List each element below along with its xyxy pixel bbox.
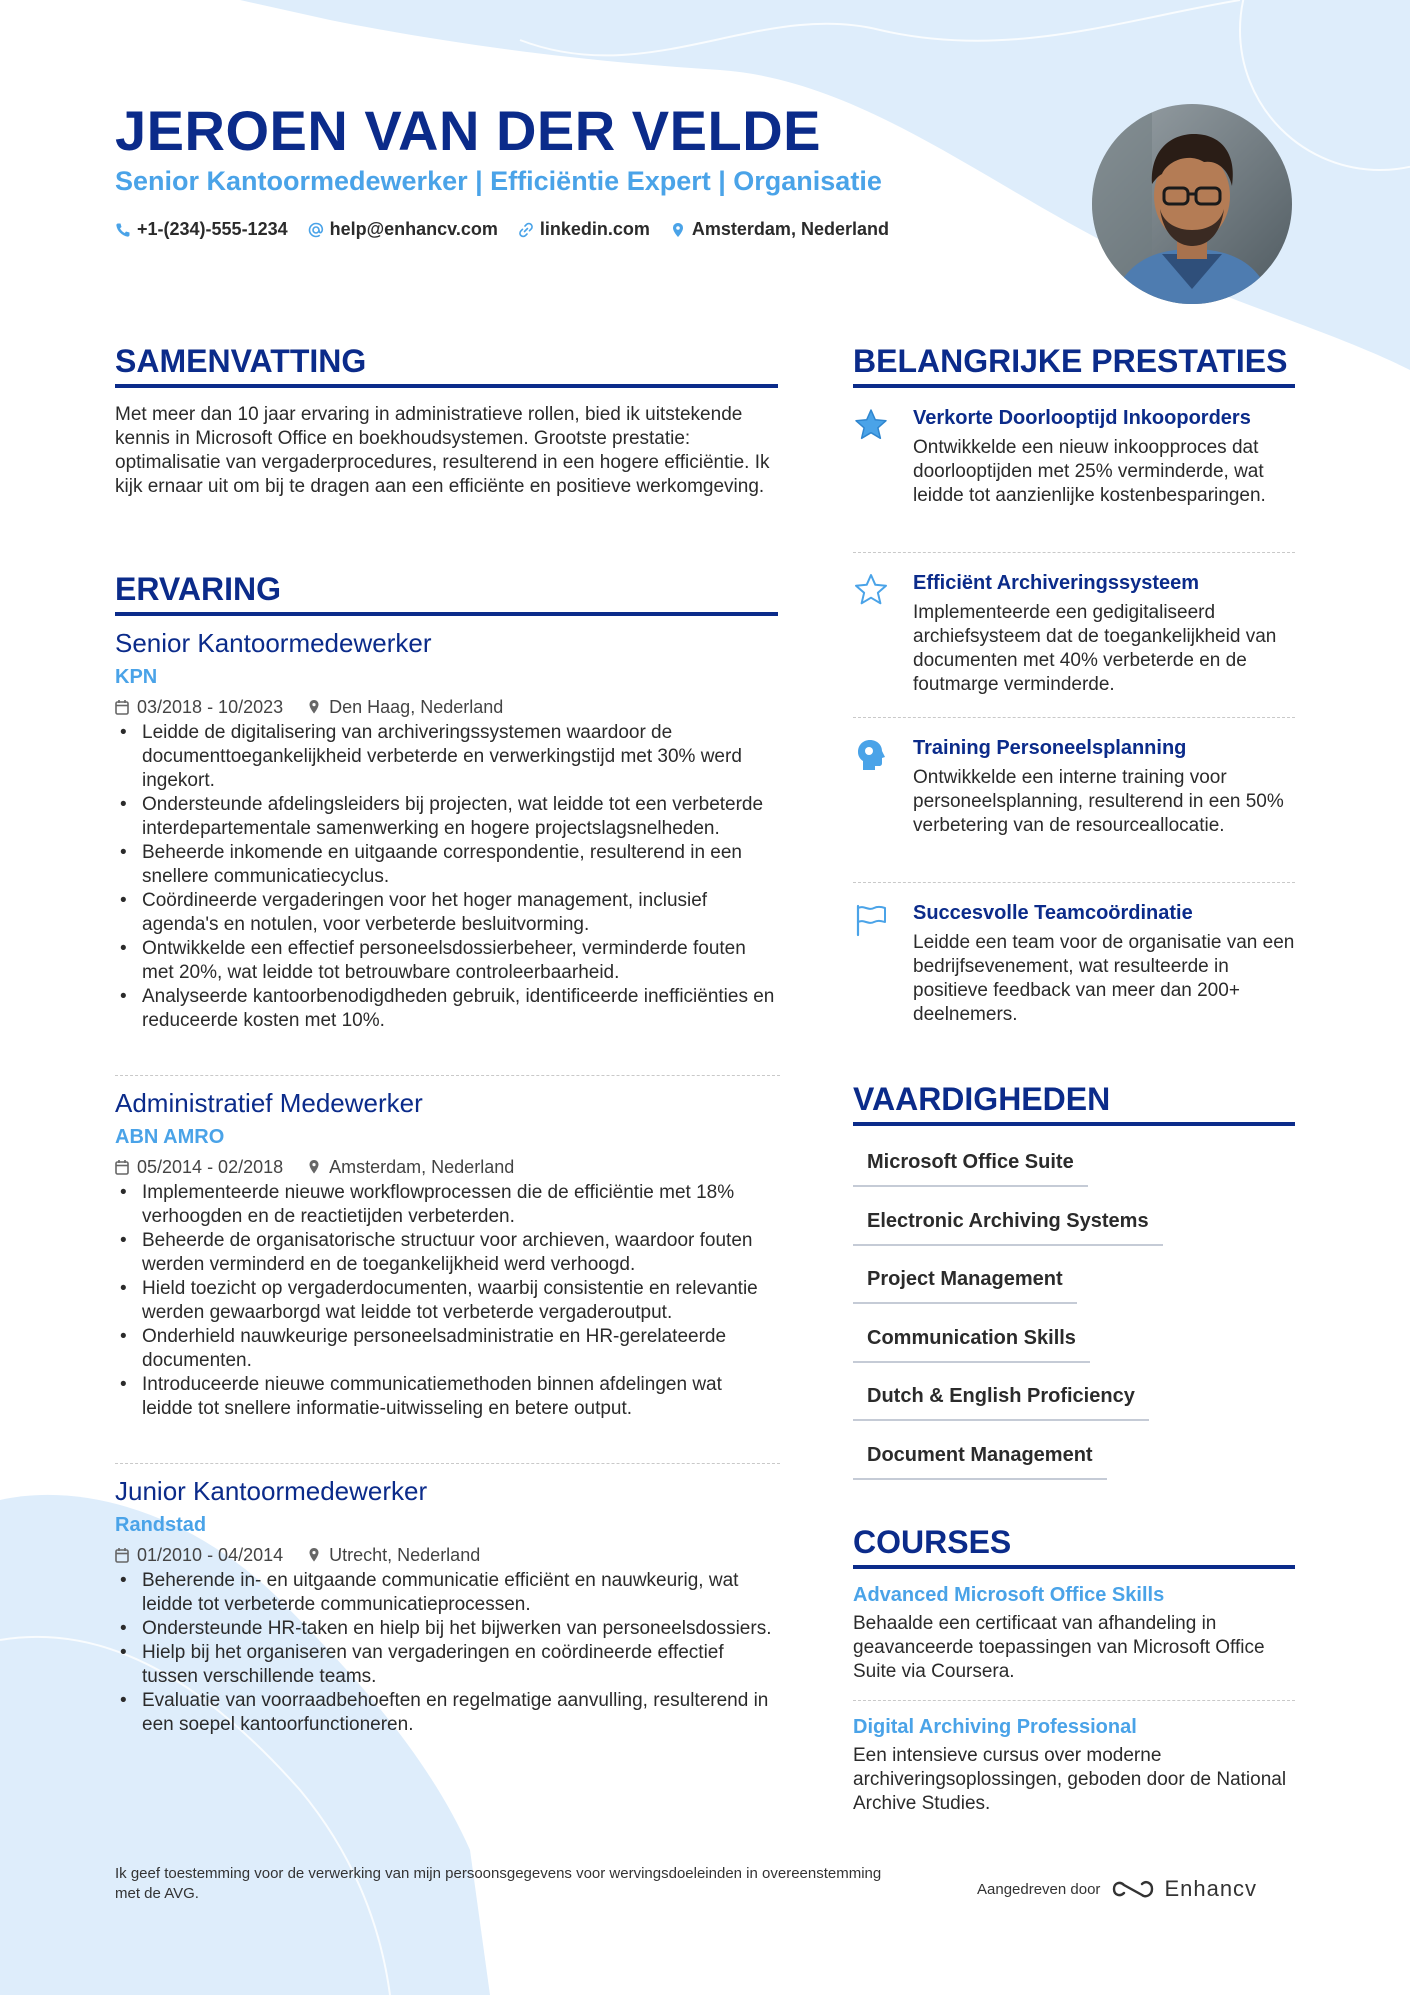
skill-tag: Communication Skills <box>853 1325 1090 1363</box>
skill-tag: Project Management <box>853 1266 1077 1304</box>
list-item: • Introduceerde nieuwe communicatiemethoden binnen afdelingen wat leidde tot snellere informatie-uitwisseling en betere output. <box>115 1373 775 1421</box>
contact-email[interactable] <box>308 219 498 240</box>
experience-item <box>115 1087 775 1421</box>
contact-bar <box>115 219 889 240</box>
candidate-name: JEROEN VAN DER VELDE <box>115 99 821 162</box>
courses-heading: COURSES <box>853 1524 1295 1569</box>
experience-location: Den Haag, Nederland <box>329 697 504 717</box>
phone-text: +1-(234)-555-1234 <box>137 219 288 239</box>
flag-icon <box>853 902 889 938</box>
at-icon <box>308 222 324 238</box>
contact-location <box>670 219 889 240</box>
achievement-item <box>853 735 1295 838</box>
experience-company: Randstad <box>115 1514 207 1536</box>
experience-meta <box>115 695 775 719</box>
achievement-desc: Implementeerde een gedigitaliseerd archiefsysteem dat de toegankelijkheid van documenten met 40% verbeterde en de foutmarge verminderde. <box>913 602 1277 695</box>
divider <box>115 1463 780 1464</box>
course-desc: Een intensieve cursus over moderne archiveringsoplossingen, geboden door de National Archive Studies. <box>853 1745 1287 1814</box>
location-pin-icon <box>307 1159 321 1175</box>
location-pin-icon <box>307 699 321 715</box>
experience-heading: ERVARING <box>115 571 778 616</box>
enhancv-brand: Enhancv <box>1164 1876 1258 1901</box>
skill-tag: Document Management <box>853 1442 1107 1480</box>
experience-bullets <box>115 1569 775 1737</box>
experience-dates: 03/2018 - 10/2023 <box>137 697 284 717</box>
calendar-icon <box>115 1159 129 1175</box>
experience-item <box>115 1475 775 1737</box>
list-item: • Onderhield nauwkeurige personeelsadministratie en HR-gerelateerde documenten. <box>115 1325 775 1373</box>
experience-dates: 01/2010 - 04/2014 <box>137 1545 284 1565</box>
experience-location: Amsterdam, Nederland <box>329 1157 515 1177</box>
location-pin-icon <box>307 1547 321 1563</box>
divider <box>115 1075 780 1076</box>
skill-tag: Electronic Archiving Systems <box>853 1208 1163 1246</box>
achievement-title: Verkorte Doorlooptijd Inkooporders <box>913 407 1251 429</box>
list-item: • Coördineerde vergaderingen voor het hoger management, inclusief agenda's en notulen, voor verbeterde besluitvorming. <box>115 889 775 937</box>
skill-tag: Microsoft Office Suite <box>853 1149 1088 1187</box>
list-item: • Beheerde de organisatorische structuur voor archieven, waardoor fouten werden verminderd en de toegankelijkheid werd verhoogd. <box>115 1229 775 1277</box>
list-item: • Ondersteunde afdelingsleiders bij projecten, wat leidde tot een verbeterde interdepartementale samenwerking en hogere projectslagsnelheden. <box>115 793 775 841</box>
experience-location: Utrecht, Nederland <box>329 1545 481 1565</box>
list-item: • Beherende in- en uitgaande communicatie efficiënt en nauwkeurig, wat leidde tot verbeterde communicatieprocessen. <box>115 1569 775 1617</box>
divider <box>853 717 1295 718</box>
skills-heading: VAARDIGHEDEN <box>853 1081 1295 1126</box>
summary-text: Met meer dan 10 jaar ervaring in administratieve rollen, bied ik uitstekende kennis in Microsoft Office en boekhoudsystemen. Grootste prestatie: optimalisatie van vergaderprocedures, resulterend in een hogere efficiëntie. Ik kijk ernaar uit om bij te dragen aan een efficiënte en positieve werkomgeving. <box>115 404 770 497</box>
experience-bullets <box>115 721 775 1033</box>
experience-dates: 05/2014 - 02/2018 <box>137 1157 284 1177</box>
contact-linkedin[interactable] <box>518 219 650 240</box>
achievement-item <box>853 900 1295 1027</box>
calendar-icon <box>115 699 129 715</box>
enhancv-logo-icon <box>1110 1877 1156 1901</box>
divider <box>853 552 1295 553</box>
phone-icon <box>115 222 131 238</box>
achievement-title: Efficiënt Archiveringssysteem <box>913 572 1200 594</box>
achievement-item <box>853 405 1295 508</box>
consent-note: Ik geef toestemming voor de verwerking van mijn persoonsgegevens voor wervingsdoeleinden in overeenstemming met de AVG. <box>115 1865 882 1902</box>
experience-company: KPN <box>115 666 158 688</box>
experience-role: Junior Kantoormedewerker <box>115 1476 428 1506</box>
list-item: • Analyseerde kantoorbenodigdheden gebruik, identificeerde inefficiënties en reduceerde kosten met 10%. <box>115 985 775 1033</box>
list-item: • Beheerde inkomende en uitgaande correspondentie, resulterend in een snellere communicatiecyclus. <box>115 841 775 889</box>
experience-role: Administratief Medewerker <box>115 1088 423 1118</box>
divider <box>853 1700 1295 1701</box>
achievement-desc: Ontwikkelde een nieuw inkoopproces dat doorlooptijden met 25% verminderde, wat leidde tot aanzienlijke kostenbesparingen. <box>913 437 1266 506</box>
star-outline-icon <box>853 572 889 608</box>
experience-item <box>115 627 775 1033</box>
achievement-title: Training Personeelsplanning <box>913 737 1187 759</box>
list-item: • Ontwikkelde een effectief personeelsdossierbeheer, verminderde fouten met 20%, wat leidde tot betrouwbare controleerbaarheid. <box>115 937 775 985</box>
experience-role: Senior Kantoormedewerker <box>115 628 432 658</box>
email-text: help@enhancv.com <box>329 219 498 239</box>
enhancv-logo <box>1110 1876 1257 1902</box>
list-item: • Hield toezicht op vergaderdocumenten, waarbij consistentie en relevantie werden gewaarborgd wat leidde tot verbeterde vergaderoutput. <box>115 1277 775 1325</box>
list-item: • Ondersteunde HR-taken en hielp bij het bijwerken van personeelsdossiers. <box>115 1617 775 1641</box>
course-desc: Behaalde een certificaat van afhandeling in geavanceerde toepassingen van Microsoft Office Suite via Coursera. <box>853 1613 1265 1682</box>
profile-photo <box>1092 104 1292 304</box>
powered-by-label: Aangedreven door <box>977 1880 1101 1898</box>
achievement-desc: Ontwikkelde een interne training voor personeelsplanning, resulterend in een 50% verbetering van de resourceallocatie. <box>913 767 1284 836</box>
summary-heading: SAMENVATTING <box>115 343 778 388</box>
divider <box>853 882 1295 883</box>
location-pin-icon <box>670 222 686 238</box>
achievement-desc: Leidde een team voor de organisatie van een bedrijfsevenement, wat resulteerde in positieve feedback van meer dan 200+ deelnemers. <box>913 932 1295 1025</box>
skill-tag: Dutch & English Proficiency <box>853 1383 1149 1421</box>
achievements-heading: BELANGRIJKE PRESTATIES <box>853 343 1295 388</box>
experience-company: ABN AMRO <box>115 1126 225 1148</box>
link-icon <box>518 222 534 238</box>
course-title: Digital Archiving Professional <box>853 1716 1137 1738</box>
linkedin-text: linkedin.com <box>539 219 650 239</box>
experience-meta <box>115 1543 775 1567</box>
contact-phone[interactable] <box>115 219 288 240</box>
list-item: • Leidde de digitalisering van archiveringssystemen waardoor de documenttoegankelijkheid verbeterde en verwerkingstijd met 30% werd ingekort. <box>115 721 775 793</box>
experience-bullets <box>115 1181 775 1421</box>
achievement-title: Succesvolle Teamcoördinatie <box>913 902 1193 924</box>
course-item <box>853 1582 1295 1684</box>
head-icon <box>853 737 889 773</box>
course-item <box>853 1714 1295 1816</box>
achievement-item <box>853 570 1295 697</box>
list-item: • Implementeerde nieuwe workflowprocessen die de efficiëntie met 18% verhoogden en de reactietijden verbeterden. <box>115 1181 775 1229</box>
list-item: • Hielp bij het organiseren van vergaderingen en coördineerde effectief tussen verschillende teams. <box>115 1641 775 1689</box>
course-title: Advanced Microsoft Office Skills <box>853 1584 1165 1606</box>
experience-meta <box>115 1155 775 1179</box>
star-filled-icon <box>853 407 889 443</box>
calendar-icon <box>115 1547 129 1563</box>
powered-by[interactable] <box>977 1876 1257 1902</box>
candidate-subtitle: Senior Kantoormedewerker | Efficiëntie Expert | Organisatie <box>115 166 882 196</box>
location-text: Amsterdam, Nederland <box>691 219 889 239</box>
list-item: • Evaluatie van voorraadbehoeften en regelmatige aanvulling, resulterend in een soepel kantoorfunctioneren. <box>115 1689 775 1737</box>
